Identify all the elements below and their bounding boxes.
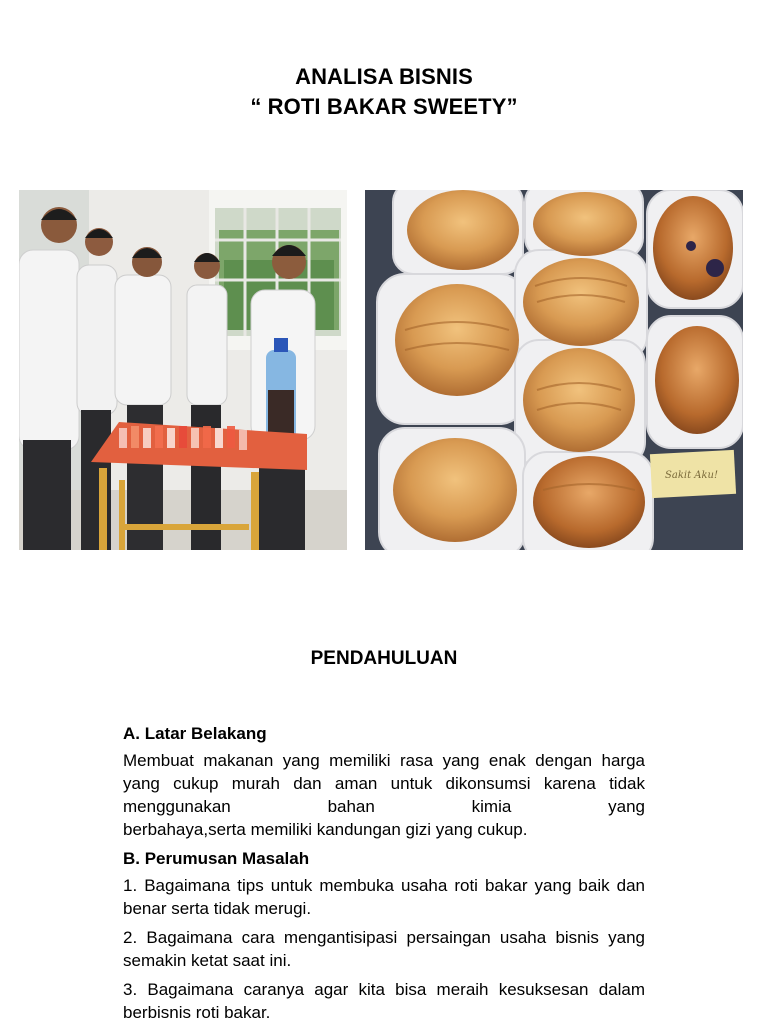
paper-label: Sakit Aku! — [665, 470, 719, 481]
students-preparing-drinks-photo — [19, 190, 347, 550]
document-title: ANALISA BISNIS — [295, 64, 473, 89]
content-body — [123, 722, 645, 1030]
title-block — [0, 62, 768, 122]
list-item: 2. Bagaimana cara mengantisipasi persaingan usaha bisnis yang semakin ketat saat ini. — [123, 928, 645, 970]
baked-bread-buns-photo — [365, 190, 743, 550]
list-item: 1. Bagaimana tips untuk membuka usaha roti bakar yang baik dan benar serta tidak merugi. — [123, 876, 645, 918]
latar-belakang-paragraph — [123, 749, 645, 841]
perumusan-masalah-heading: B. Perumusan Masalah — [123, 849, 310, 868]
section-heading: PENDAHULUAN — [310, 648, 458, 669]
latar-belakang-text-2: berbahaya,serta memiliki kandungan gizi yang cukup. — [123, 820, 528, 839]
document-subtitle: “ ROTI BAKAR SWEETY” — [250, 94, 518, 119]
list-item: 3. Bagaimana caranya agar kita bisa meraih kesuksesan dalam berbisnis roti bakar. — [123, 980, 645, 1022]
latar-belakang-heading: A. Latar Belakang — [123, 724, 267, 743]
latar-belakang-text-1: Membuat makanan yang memiliki rasa yang enak dengan harga yang cukup murah dan aman untuk dikonsumsi karena tidak menggunakan bahan kimia yang — [123, 751, 645, 816]
